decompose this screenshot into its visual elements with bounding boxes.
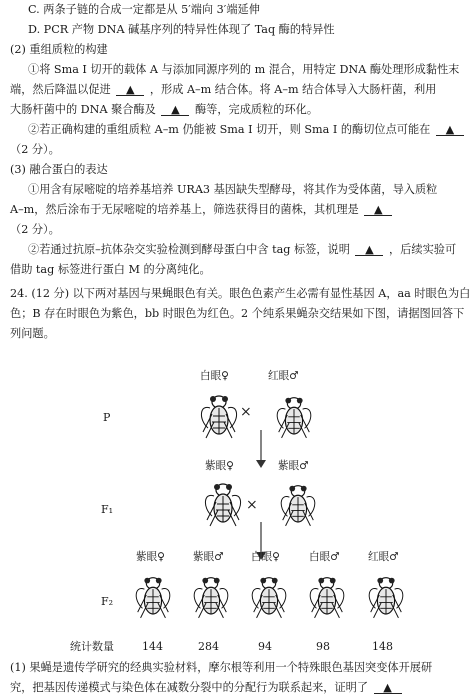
fruit-fly-icon bbox=[305, 566, 349, 620]
stats-label: 统计数量 bbox=[70, 640, 114, 653]
p-male-label: 红眼♂ bbox=[268, 370, 299, 382]
q2-1-line1: ①将 Sma Ⅰ 切开的载体 A 与添加同源序列的 m 混合，用特定 DNA 酶处理形成黏性末 bbox=[28, 63, 460, 76]
q2-2-line1: ②若正确构建的重组质粒 A–m 仍能被 Sma Ⅰ 切开，则 Sma Ⅰ 的酶切位点可能在 ▲ bbox=[28, 124, 466, 136]
count-1: 144 bbox=[142, 640, 163, 653]
q24-line2: 色；B 存在时眼色为紫色，bb 时眼色为红色。2 个纯系果蝇杂交结果如下图，请据图回答下 bbox=[10, 307, 465, 320]
q2-2-score: （2 分）。 bbox=[10, 143, 60, 156]
p-female-label: 白眼♀ bbox=[200, 370, 229, 382]
fruit-fly-icon bbox=[276, 474, 320, 528]
q3-1-line2: A–m，然后涂布于无尿嘧啶的培养基上，筛选获得目的菌株，其机理是 ▲ bbox=[10, 204, 394, 216]
arrow-p-to-f1 bbox=[254, 430, 268, 470]
fruit-fly-icon bbox=[131, 566, 175, 620]
answer-blank: ▲ bbox=[161, 104, 189, 116]
answer-blank: ▲ bbox=[355, 244, 383, 256]
f2-label-4: 白眼♂ bbox=[309, 551, 340, 563]
cross-symbol-1: × bbox=[240, 404, 252, 420]
q3-1-line1: ①用含有尿嘧啶的培养基培养 URA3 基因缺失型酵母，将其作为受体菌，导入质粒 bbox=[28, 183, 438, 196]
f2-label-2: 紫眼♂ bbox=[193, 551, 224, 563]
count-3: 94 bbox=[258, 640, 272, 653]
q3-1-score: （2 分）。 bbox=[10, 223, 60, 236]
fruit-fly-icon bbox=[200, 472, 246, 528]
option-c: C. 两条子链的合成一定都是从 5′端向 3′端延伸 bbox=[28, 3, 260, 16]
q24-line1: 24. (12 分) 以下两对基因与果蝇眼色有关。眼色色素产生必需有显性基因 A，aa 时眼色为白 bbox=[10, 287, 471, 300]
fruit-fly-icon bbox=[196, 384, 242, 440]
q2-1-line3: 大肠杆菌中的 DNA 聚合酶及 ▲ 酶等，完成质粒的环化。 bbox=[10, 103, 319, 116]
count-4: 98 bbox=[316, 640, 330, 653]
answer-blank: ▲ bbox=[116, 84, 144, 96]
f1-female-label: 紫眼♀ bbox=[205, 460, 234, 472]
q1-line1: (1) 果蝇是遗传学研究的经典实验材料，摩尔根等利用一个特殊眼色基因突变体开展研 bbox=[10, 661, 433, 674]
option-d: D. PCR 产物 DNA 碱基序列的特异性体现了 Taq 酶的特异性 bbox=[28, 23, 335, 36]
count-2: 284 bbox=[198, 640, 219, 653]
answer-blank: ▲ bbox=[364, 204, 392, 216]
q3-2-line2: 借助 tag 标签进行蛋白 M 的分离纯化。 bbox=[10, 263, 211, 276]
gen-F1: F₁ bbox=[101, 503, 114, 516]
section-3-heading: (3) 融合蛋白的表达 bbox=[10, 163, 108, 176]
f1-male-label: 紫眼♂ bbox=[278, 460, 309, 472]
f2-label-3: 白眼♀ bbox=[251, 551, 280, 563]
gen-F2: F₂ bbox=[101, 595, 114, 608]
section-2-heading: (2) 重组质粒的构建 bbox=[10, 43, 108, 56]
count-5: 148 bbox=[372, 640, 393, 653]
f2-label-1: 紫眼♀ bbox=[136, 551, 165, 563]
answer-blank: ▲ bbox=[436, 124, 464, 136]
answer-blank: ▲ bbox=[374, 682, 402, 694]
cross-symbol-2: × bbox=[246, 497, 258, 513]
fruit-fly-icon bbox=[272, 386, 316, 440]
q24-line3: 列问题。 bbox=[10, 327, 55, 340]
f2-label-5: 红眼♂ bbox=[368, 551, 399, 563]
q2-1-line2: 端，然后降温以促进 ▲ ，形成 A–m 结合体。将 A–m 结合体导入大肠杆菌，利用 bbox=[10, 83, 437, 96]
fruit-fly-icon bbox=[364, 566, 408, 620]
fruit-fly-icon bbox=[189, 566, 233, 620]
fruit-fly-icon bbox=[247, 566, 291, 620]
q1-line2: 究，把基因传递模式与染色体在减数分裂中的分配行为联系起来，证明了 ▲ bbox=[10, 682, 404, 694]
q3-2-line1: ②若通过抗原–抗体杂交实验检测到酵母蛋白中含 tag 标签，说明 ▲ ，后续实验可 bbox=[28, 243, 457, 256]
gen-P: P bbox=[103, 411, 111, 424]
